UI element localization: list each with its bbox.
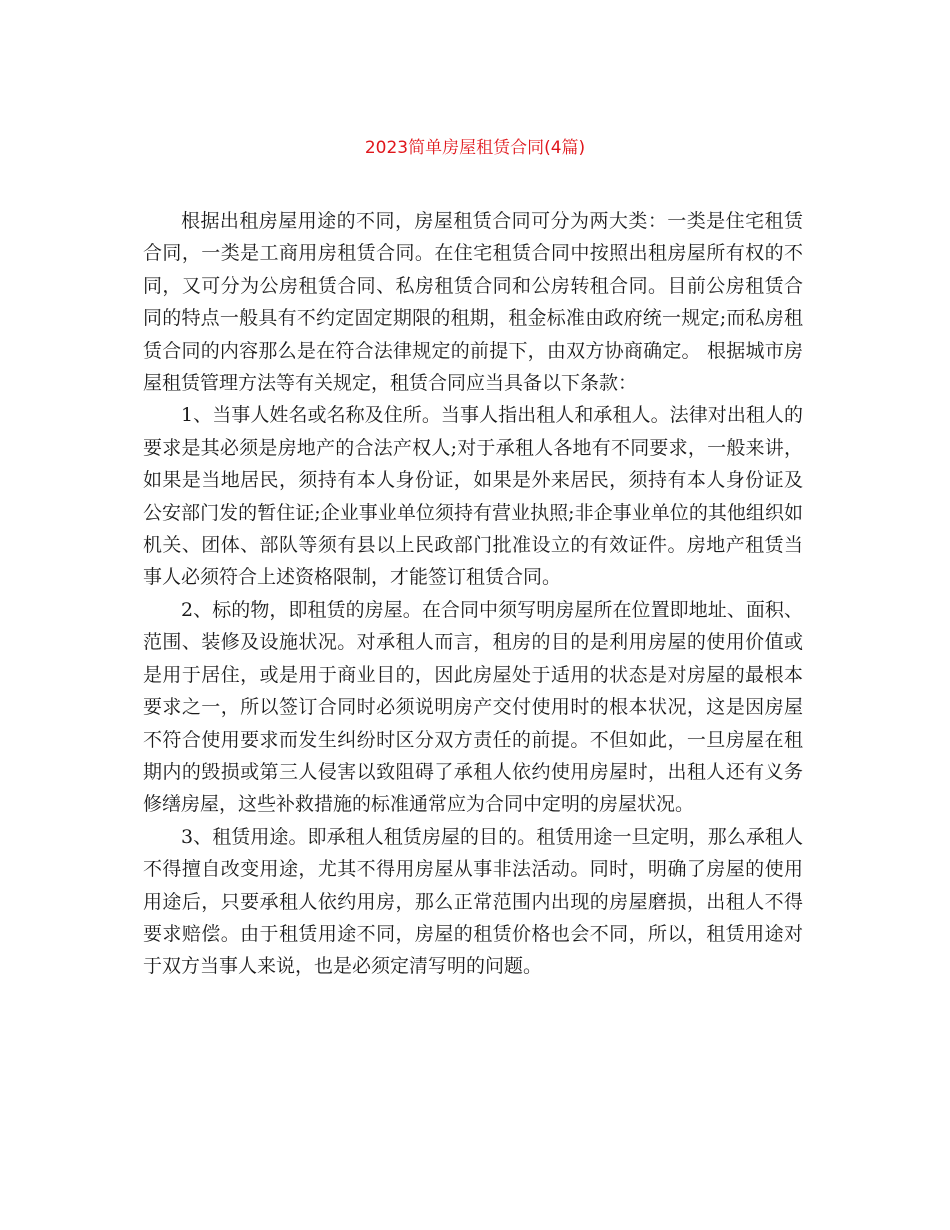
document-title: 2023简单房屋租赁合同(4篇) [364, 138, 586, 158]
document-body [143, 205, 803, 983]
clause-paragraph-2: 2、标的物，即租赁的房屋。在合同中须写明房屋所在位置即地址、面积、范围、装修及设施状况。对承租人而言，租房的目的是利用房屋的使用价值或是用于居住，或是用于商业目的，因此房屋处于适用的状态是对房屋的最根本要求之一，所以签订合同时必须说明房产交付使用时的根本状况，这是因房屋不符合使用要求而发生纠纷时区分双方责任的前提。不但如此，一旦房屋在租期内的毁损或第三人侵害以致阻碍了承租人依约使用房屋时，出租人还有义务修缮房屋，这些补救措施的标准通常应为合同中定明的房屋状况。 [143, 598, 803, 816]
clause-paragraph-1: 1、当事人姓名或名称及住所。当事人指出租人和承租人。法律对出租人的要求是其必须是房地产的合法产权人;对于承租人各地有不同要求，一般来讲，如果是当地居民，须持有本人身份证，如果是外来居民，须持有本人身份证及公安部门发的暂住证;企业事业单位须持有营业执照;非企事业单位的其他组织如机关、团体、部队等须有县以上民政部门批准设立的有效证件。房地产租赁当事人必须符合上述资格限制，才能签订租赁合同。 [143, 404, 803, 589]
clause-paragraph-3: 3、租赁用途。即承租人租赁房屋的目的。租赁用途一旦定明，那么承租人不得擅自改变用途，尤其不得用房屋从事非法活动。同时，明确了房屋的使用用途后，只要承租人依约用房，那么正常范围内出现的房屋磨损，出租人不得要求赔偿。由于租赁用途不同，房屋的租赁价格也会不同，所以，租赁用途对于双方当事人来说，也是必须定清写明的问题。 [143, 825, 803, 978]
intro-paragraph: 根据出租房屋用途的不同，房屋租赁合同可分为两大类：一类是住宅租赁合同，一类是工商用房租赁合同。在住宅租赁合同中按照出租房屋所有权的不同，又可分为公房租赁合同、私房租赁合同和公房转租合同。目前公房租赁合同的特点一般具有不约定固定期限的租期，租金标准由政府统一规定;而私房租赁合同的内容那么是在符合法律规定的前提下，由双方协商确定。 根据城市房屋租赁管理方法等有关规定，租赁合同应当具备以下条款： [143, 210, 803, 395]
